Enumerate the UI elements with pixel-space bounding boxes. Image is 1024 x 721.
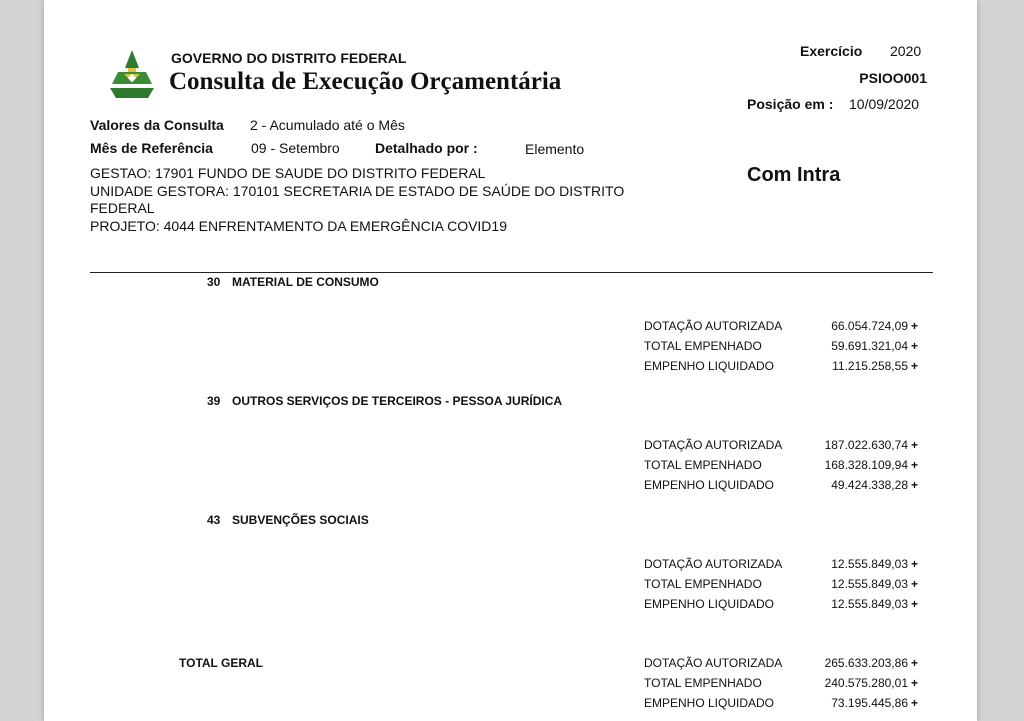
dotacao-label: DOTAÇÃO AUTORIZADA <box>644 557 783 571</box>
empenhado-label: TOTAL EMPENHADO <box>644 577 762 591</box>
liquidado-label: EMPENHO LIQUIDADO <box>644 696 775 710</box>
liquidado-label: EMPENHO LIQUIDADO <box>644 597 775 611</box>
empenhado-value: 168.328.109,94 <box>824 458 908 472</box>
posicao-label: Posição em : <box>747 96 834 112</box>
section-code: 39 <box>207 394 221 408</box>
mes-label: Mês de Referência <box>90 140 213 156</box>
plus-sign: + <box>911 577 919 591</box>
plus-sign: + <box>911 319 919 333</box>
liquidado-label: EMPENHO LIQUIDADO <box>644 478 775 492</box>
section-name: MATERIAL DE CONSUMO <box>232 275 379 289</box>
dotacao-value: 12.555.849,03 <box>831 557 908 571</box>
total-geral-label: TOTAL GERAL <box>179 656 263 670</box>
detalhado-value: Elemento <box>525 141 585 157</box>
plus-sign: + <box>911 597 919 611</box>
page-title: Consulta de Execução Orçamentária <box>169 68 562 95</box>
total-liquidado-value: 73.195.445,86 <box>831 696 908 710</box>
dotacao-label: DOTAÇÃO AUTORIZADA <box>644 438 783 452</box>
detalhado-label: Detalhado por : <box>375 140 478 156</box>
plus-sign: + <box>911 676 919 690</box>
report-code: PSIOO001 <box>859 70 927 86</box>
empenhado-value: 12.555.849,03 <box>831 577 908 591</box>
valores-value: 2 - Acumulado até o Mês <box>250 117 405 133</box>
section-name: OUTROS SERVIÇOS DE TERCEIROS - PESSOA JURÍDICA <box>232 394 563 408</box>
posicao-value: 10/09/2020 <box>849 96 920 112</box>
report-page <box>44 0 977 721</box>
total-empenhado-value: 240.575.280,01 <box>824 676 908 690</box>
plus-sign: + <box>911 656 919 670</box>
section-code: 30 <box>207 275 221 289</box>
plus-sign: + <box>911 458 919 472</box>
dotacao-value: 187.022.630,74 <box>824 438 908 452</box>
liquidado-label: EMPENHO LIQUIDADO <box>644 359 775 373</box>
plus-sign: + <box>911 696 919 710</box>
dotacao-label: DOTAÇÃO AUTORIZADA <box>644 319 783 333</box>
gestao-line: GESTAO: 17901 FUNDO DE SAUDE DO DISTRITO FEDERAL <box>90 165 486 181</box>
com-intra-label: Com Intra <box>747 164 841 186</box>
exercicio-label: Exercício <box>800 43 863 59</box>
header-separator <box>90 272 933 273</box>
section-code: 43 <box>207 513 221 527</box>
dotacao-value: 66.054.724,09 <box>831 319 908 333</box>
liquidado-value: 12.555.849,03 <box>831 597 908 611</box>
total-dotacao-value: 265.633.203,86 <box>824 656 908 670</box>
brasao-df-logo <box>108 48 156 102</box>
unidade-line-2: FEDERAL <box>90 200 155 216</box>
plus-sign: + <box>911 339 919 353</box>
exercicio-value: 2020 <box>890 43 922 59</box>
empenhado-label: TOTAL EMPENHADO <box>644 458 762 472</box>
projeto-line: PROJETO: 4044 ENFRENTAMENTO DA EMERGÊNCIA COVID19 <box>90 218 507 234</box>
plus-sign: + <box>911 359 919 373</box>
empenhado-value: 59.691.321,04 <box>831 339 908 353</box>
empenhado-label: TOTAL EMPENHADO <box>644 339 762 353</box>
empenhado-label: TOTAL EMPENHADO <box>644 676 762 690</box>
unidade-line-1: UNIDADE GESTORA: 170101 SECRETARIA DE ESTADO DE SAÚDE DO DISTRITO <box>90 183 625 199</box>
liquidado-value: 11.215.258,55 <box>832 359 908 373</box>
liquidado-value: 49.424.338,28 <box>831 478 908 492</box>
plus-sign: + <box>911 478 919 492</box>
plus-sign: + <box>911 438 919 452</box>
org-name: GOVERNO DO DISTRITO FEDERAL <box>171 50 407 66</box>
mes-value: 09 - Setembro <box>251 140 340 156</box>
dotacao-label: DOTAÇÃO AUTORIZADA <box>644 656 783 670</box>
valores-label: Valores da Consulta <box>90 117 224 133</box>
plus-sign: + <box>911 557 919 571</box>
section-name: SUBVENÇÕES SOCIAIS <box>232 513 369 527</box>
